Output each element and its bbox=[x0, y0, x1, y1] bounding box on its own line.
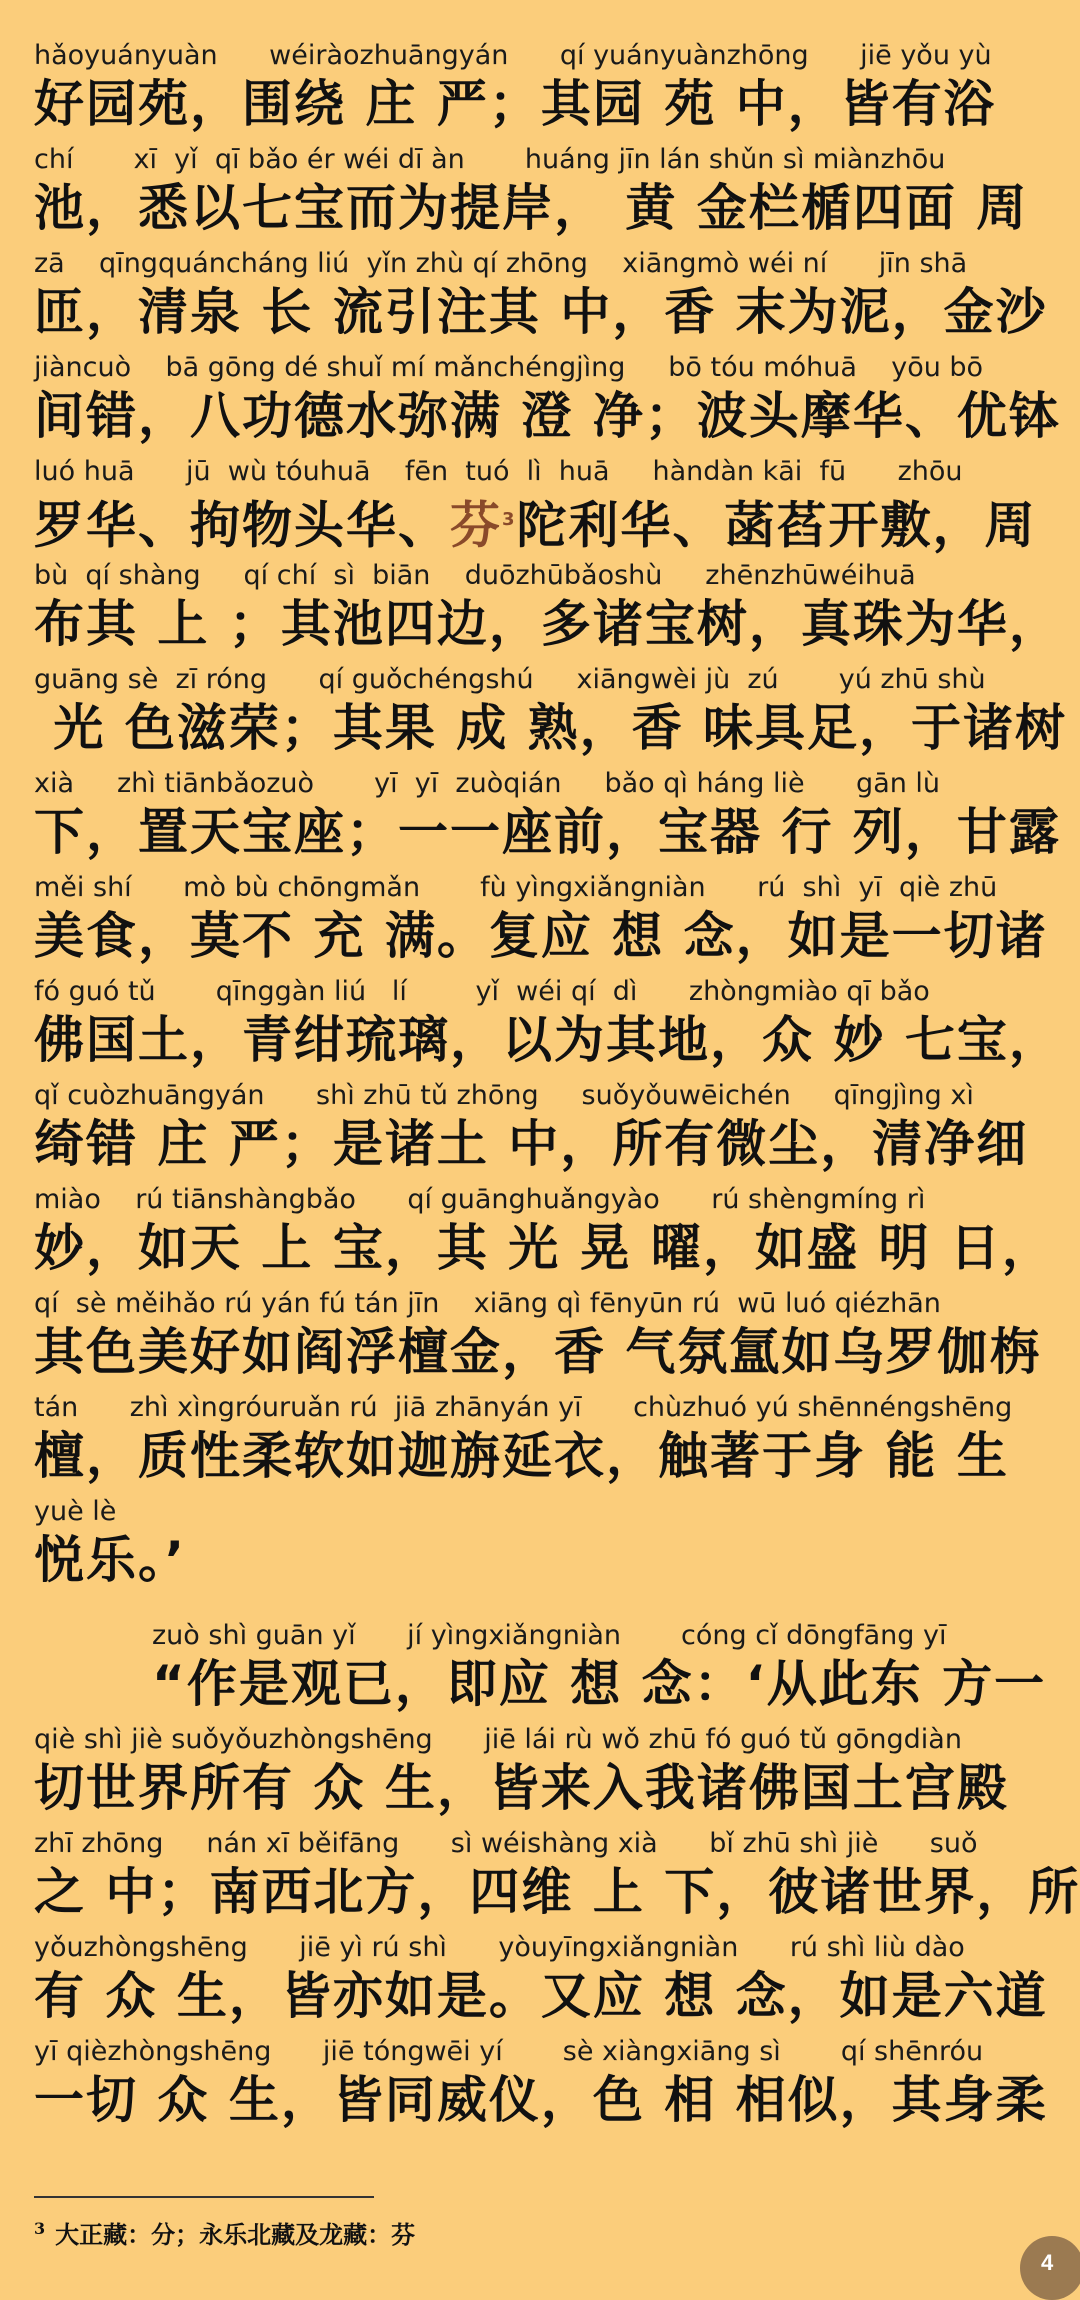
pinyin-row: měi shí mò bù chōngmǎn fù yìngxiǎngniàn rú shì yī qiè zhū bbox=[34, 872, 998, 903]
pinyin-row: yuè lè bbox=[34, 1496, 117, 1527]
pinyin-row: guāng sè zī róng qí guǒchéngshú xiāngwèi jù zú yú zhū shù bbox=[34, 664, 986, 695]
pinyin-row: yī qièzhòngshēng jiē tóngwēi yí sè xiàngxiāng sì qí shēnróu bbox=[34, 2036, 984, 2067]
hanzi-row: 有 众 生，皆亦如是。又应 想 念，如是六道 bbox=[34, 1967, 1048, 2025]
hanzi-row: “作是观已，即应 想 念：‘从此东 方一 bbox=[152, 1655, 1047, 1713]
hanzi-row: 其色美好如阎浮檀金，香 气氛氲如乌罗伽栴 bbox=[34, 1323, 1042, 1381]
hanzi-row: 檀，质性柔软如迦旃延衣，触著于身 能 生 bbox=[34, 1427, 1009, 1485]
pinyin-row: qí sè měihǎo rú yán fú tán jīn xiāng qì fēnyūn rú wū luó qiézhān bbox=[34, 1288, 941, 1319]
hanzi-row: 绮错 庄 严；是诸土 中，所有微尘，清净细 bbox=[34, 1115, 1029, 1173]
pinyin-row: xià zhì tiānbǎozuò yī yī zuòqián bǎo qì háng liè gān lù bbox=[34, 768, 941, 799]
footnote-reference[interactable]: 3 bbox=[502, 509, 517, 530]
hanzi-row: 布其 上 ；其池四边，多诸宝树，真珠为华， bbox=[34, 595, 1061, 653]
pinyin-row: hǎoyuányuàn wéiràozhuāngyán qí yuányuànzhōng jiē yǒu yù bbox=[34, 40, 992, 71]
highlighted-variant-character: 芬 bbox=[450, 496, 502, 555]
page-number: 4 bbox=[1041, 2250, 1054, 2275]
pinyin-row: qǐ cuòzhuāngyán shì zhū tǔ zhōng suǒyǒuwēichén qīngjìng xì bbox=[34, 1080, 974, 1111]
hanzi-row: 佛国土，青绀琉璃，以为其地，众 妙 七宝， bbox=[34, 1011, 1061, 1069]
footnote-divider bbox=[34, 2196, 374, 2198]
pinyin-row: bù qí shàng qí chí sì biān duōzhūbǎoshù zhēnzhūwéihuā bbox=[34, 560, 916, 591]
hanzi-row: 切世界所有 众 生，皆来入我诸佛国土宫殿 bbox=[34, 1759, 1009, 1817]
pinyin-row: tán zhì xìngróuruǎn rú jiā zhānyán yī chùzhuó yú shēnnéngshēng bbox=[34, 1392, 1013, 1423]
hanzi-row: 匝，清泉 长 流引注其 中，香 末为泥，金沙 bbox=[34, 283, 1048, 341]
hanzi-row bbox=[34, 488, 1046, 555]
hanzi-row: 美食，莫不 充 满。复应 想 念，如是一切诸 bbox=[34, 907, 1048, 965]
hanzi-row: 之 中；南西北方，四维 上 下，彼诸世界，所 bbox=[34, 1863, 1080, 1921]
footnote bbox=[34, 2212, 934, 2252]
pinyin-row: zhī zhōng nán xī běifāng sì wéishàng xià bǐ zhū shì jiè suǒ bbox=[34, 1828, 978, 1859]
pinyin-row: chí xī yǐ qī bǎo ér wéi dī àn huáng jīn lán shǔn sì miànzhōu bbox=[34, 144, 946, 175]
pinyin-row: jiàncuò bā gōng dé shuǐ mí mǎnchéngjìng bō tóu móhuā yōu bō bbox=[34, 352, 984, 383]
pinyin-row: yǒuzhòngshēng jiē yì rú shì yòuyīngxiǎngniàn rú shì liù dào bbox=[34, 1932, 965, 1963]
hanzi-row: 光 色滋荣；其果 成 熟，香 味具足，于诸树 bbox=[34, 699, 1068, 757]
hanzi-segment: 罗华、拘物头华、 bbox=[34, 496, 450, 555]
pinyin-row: miào rú tiānshàngbǎo qí guānghuǎngyào rú shèngmíng rì bbox=[34, 1184, 926, 1215]
hanzi-row: 好园苑，围绕 庄 严；其园 苑 中，皆有浴 bbox=[34, 75, 996, 133]
hanzi-row: 间错，八功德水弥满 澄 净；波头摩华、优钵 bbox=[34, 387, 1061, 445]
footnote-mark: 3 bbox=[34, 2219, 46, 2238]
page-number-badge bbox=[1020, 2236, 1080, 2300]
pinyin-row: zā qīngquáncháng liú yǐn zhù qí zhōng xiāngmò wéi ní jīn shā bbox=[34, 248, 968, 279]
pinyin-row: fó guó tǔ qīnggàn liú lí yǐ wéi qí dì zhòngmiào qī bǎo bbox=[34, 976, 930, 1007]
pinyin-row: zuò shì guān yǐ jí yìngxiǎngniàn cóng cǐ dōngfāng yī bbox=[152, 1620, 947, 1651]
footnote-text: 大正藏：分；永乐北藏及龙藏：芬 bbox=[55, 2220, 416, 2249]
hanzi-row: 一切 众 生，皆同威仪，色 相 相似，其身柔 bbox=[34, 2071, 1048, 2129]
hanzi-row: 池，悉以七宝而为提岸， 黄 金栏楯四面 周 bbox=[34, 179, 1029, 237]
hanzi-row: 悦乐。’ bbox=[34, 1531, 186, 1589]
hanzi-row: 下，置天宝座；一一座前，宝器 行 列，甘露 bbox=[34, 803, 1061, 861]
hanzi-segment: 陀利华、菡萏开敷，周 bbox=[516, 496, 1037, 555]
pinyin-row: qiè shì jiè suǒyǒuzhòngshēng jiē lái rù wǒ zhū fó guó tǔ gōngdiàn bbox=[34, 1724, 962, 1755]
hanzi-row: 妙，如天 上 宝，其 光 晃 曜，如盛 明 日， bbox=[34, 1219, 1054, 1277]
pinyin-row: luó huā jū wù tóuhuā fēn tuó lì huā hàndàn kāi fū zhōu bbox=[34, 456, 963, 487]
